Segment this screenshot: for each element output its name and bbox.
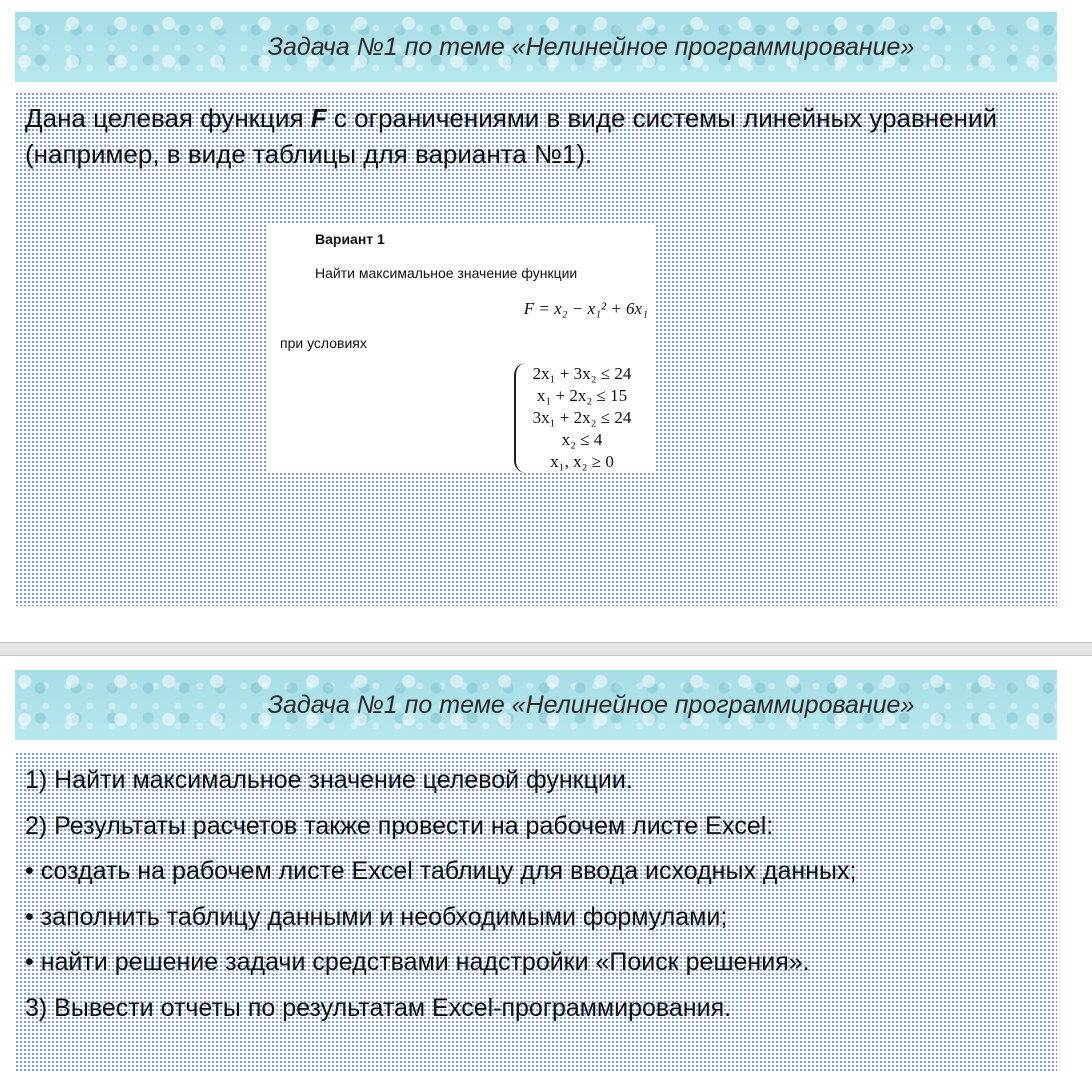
slide-divider — [0, 642, 1092, 656]
objective-formula: F = x₂ − x₁² + 6x₁ — [523, 299, 648, 318]
task-list — [25, 758, 856, 1031]
slide1-content — [15, 92, 1057, 606]
intro-function-name: F — [310, 103, 327, 133]
list-item: • найти решение задачи средствами надстройки «Поиск решения». — [25, 948, 810, 976]
list-item: 1) Найти максимальное значение целевой функции. — [25, 766, 633, 794]
intro-text-rest: с ограничениями в виде системы линейных уравнений (например, в виде таблицы для варианта №1). — [25, 103, 998, 169]
conditions-label: при условиях — [280, 335, 367, 351]
slide1-intro — [25, 100, 1045, 172]
variant-task: Найти максимальное значение функции — [315, 265, 578, 281]
slide1-header — [15, 12, 1057, 82]
list-item: • заполнить таблицу данными и необходимыми формулами; — [25, 902, 728, 931]
constraint: x₁, x₂ ≥ 0 — [550, 452, 614, 471]
slide2-content — [15, 752, 1057, 1072]
constraint: 2x₁ + 3x₂ ≤ 24 — [532, 364, 632, 383]
slide1-title: Задача №1 по теме «Нелинейное программирование» — [267, 32, 915, 61]
list-item: • создать на рабочем листе Excel таблицу для ввода исходных данных; — [25, 857, 857, 885]
list-item: 3) Вывести отчеты по результатам Excel-программирования. — [25, 993, 732, 1022]
slide2-header — [15, 670, 1057, 740]
constraint-system — [514, 363, 644, 473]
constraint: x₂ ≤ 4 — [561, 430, 603, 449]
variant-image — [268, 225, 654, 473]
constraint: x₁ + 2x₂ ≤ 15 — [536, 386, 628, 405]
variant-title: Вариант 1 — [315, 231, 385, 247]
intro-text: Дана целевая функция — [25, 103, 311, 133]
slide2-title: Задача №1 по теме «Нелинейное программирование» — [267, 690, 915, 719]
constraint: 3x₁ + 2x₂ ≤ 24 — [532, 408, 632, 427]
list-item: 2) Результаты расчетов также провести на рабочем листе Excel: — [25, 811, 774, 840]
